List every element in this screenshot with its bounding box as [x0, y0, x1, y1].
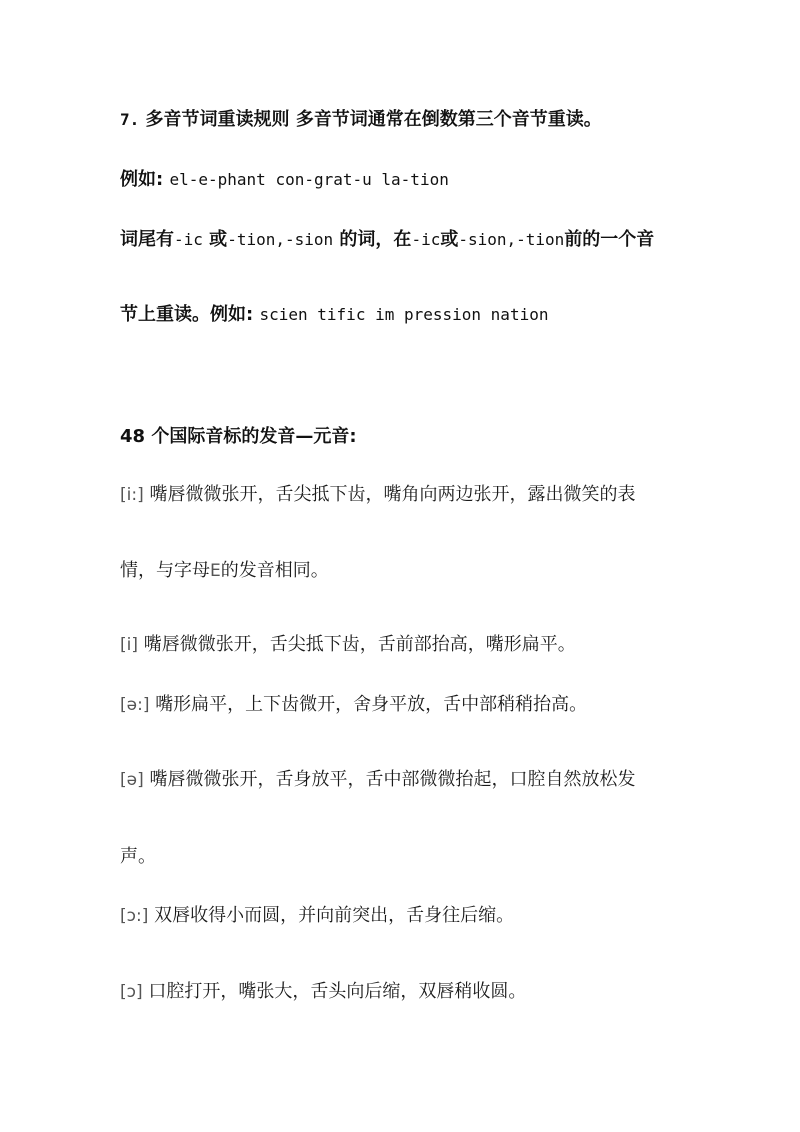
vowel-description: 嘴唇微微张开，舌尖抵下齿，嘴角向两边张开，露出微笑的表 — [149, 484, 636, 505]
rule-number: 7. — [120, 110, 140, 129]
ipa-symbol: [ɔ:] — [120, 906, 149, 926]
suffix-text-g: 或 — [440, 229, 459, 250]
letter-e: E — [210, 561, 221, 581]
vowel-item — [120, 693, 587, 717]
suffix-tion-sion: -tion,-sion — [227, 230, 334, 249]
rule-heading-text: 多音节词重读规则 多音节词通常在倒数第三个音节重读。 — [145, 109, 602, 130]
vowel-description: 嘴形扁平，上下齿微开，舍身平放，舌中部稍稍抬高。 — [155, 694, 588, 715]
suffix-example-label: 节上重读。例如: — [120, 304, 254, 325]
suffix-example-words: scien tific im pression nation — [259, 305, 549, 324]
suffix-text-a: 词尾有 — [120, 229, 174, 250]
vowel-description-c: 的发音相同。 — [220, 560, 329, 581]
vowel-item-continuation — [120, 559, 329, 583]
suffix-sion-tion: -sion,-tion — [458, 230, 565, 249]
vowel-item — [120, 980, 526, 1004]
example-label: 例如: — [120, 169, 164, 190]
example-words: el-e-phant con-grat-u la-tion — [169, 170, 449, 189]
suffix-rule-line-2 — [120, 303, 548, 327]
example-line — [120, 168, 449, 192]
vowel-description: 声。 — [120, 846, 156, 867]
vowel-item-continuation — [120, 845, 156, 869]
vowel-item — [120, 768, 635, 792]
ipa-symbol: [i] — [120, 635, 138, 655]
rule-heading — [120, 108, 602, 132]
vowel-description: 口腔打开，嘴张大，舌头向后缩，双唇稍收圆。 — [148, 981, 527, 1002]
ipa-symbol: [ə:] — [120, 695, 150, 715]
vowel-item — [120, 904, 514, 928]
vowel-item — [120, 483, 635, 507]
suffix-text-c: 或 — [202, 229, 228, 250]
suffix-text-e: 的词，在 — [333, 229, 412, 250]
vowel-description: 双唇收得小而圆，并向前突出，舌身往后缩。 — [154, 905, 515, 926]
vowel-item — [120, 633, 576, 657]
suffix-text-i: 前的一个音 — [564, 229, 655, 250]
suffix-ic: -ic — [174, 230, 203, 249]
ipa-symbol: [ɔ] — [120, 982, 143, 1002]
ipa-symbol: [i:] — [120, 485, 144, 505]
suffix-ic-2: -ic — [411, 230, 441, 249]
vowel-description: 嘴唇微微张开，舌尖抵下齿，舌前部抬高，嘴形扁平。 — [143, 634, 576, 655]
vowel-description-a: 情，与字母 — [120, 560, 210, 581]
suffix-rule-line-1 — [120, 228, 654, 252]
ipa-symbol: [ə] — [120, 770, 144, 790]
vowel-description: 嘴唇微微张开，舌身放平，舌中部微微抬起，口腔自然放松发 — [149, 769, 636, 790]
vowels-heading: 48 个国际音标的发音—元音: — [120, 426, 357, 447]
